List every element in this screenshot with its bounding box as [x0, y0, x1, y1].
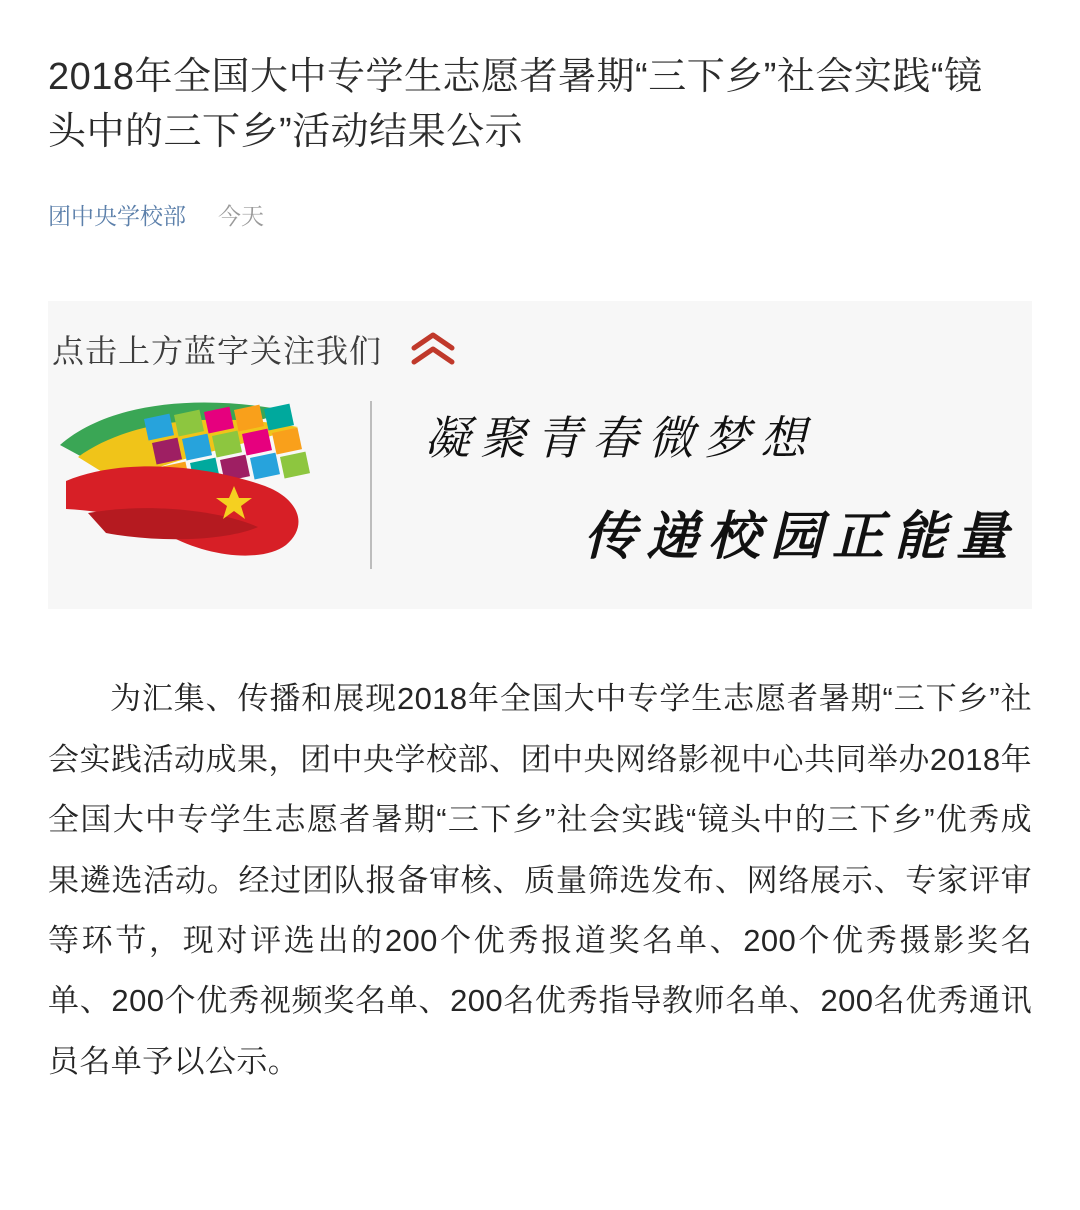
follow-us-text: 点击上方蓝字关注我们 [52, 333, 383, 370]
header-banner-image [48, 301, 1032, 609]
page-title: 2018年全国大中专学生志愿者暑期“三下乡”社会实践“镜头中的三下乡”活动结果公示 [48, 56, 983, 154]
double-chevron-up-icon [410, 332, 456, 366]
youth-league-flag-logo-icon [48, 385, 348, 585]
slogan-line-1: 凝聚青春微梦想 [424, 410, 816, 465]
slogan-line-2: 传递校园正能量 [584, 505, 1019, 567]
banner-slogan [414, 402, 1032, 569]
article-paragraph: 为汇集、传播和展现2018年全国大中专学生志愿者暑期“三下乡”社会实践活动成果，团中央学校部、团中央网络影视中心共同举办2018年全国大中专学生志愿者暑期“三下乡”社会实践“镜头中的三下乡”优秀成果遴选活动。经过团队报备审核、质量筛选发布、网络展示、专家评审等环节，现对评选出的200个优秀报道奖名单、200个优秀摄影奖名单、200个优秀视频奖名单、200名优秀指导教师名单、200名优秀通讯员名单予以公示。 [48, 681, 1032, 1079]
publish-date: 今天 [218, 203, 264, 230]
banner-cta-row [48, 319, 1032, 379]
article-meta [48, 198, 1032, 231]
account-name-link[interactable]: 团中央学校部 [48, 203, 186, 230]
banner-divider [370, 401, 372, 569]
banner-body [48, 385, 1032, 585]
